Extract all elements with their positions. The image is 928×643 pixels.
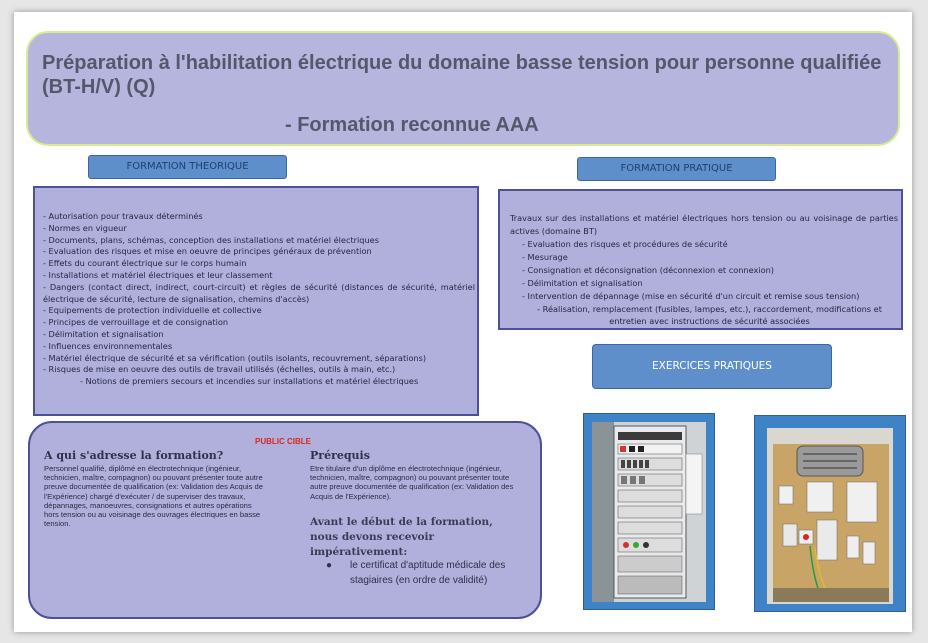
target-audience-panel xyxy=(28,421,542,619)
practice-panel xyxy=(498,189,903,330)
before-training-list xyxy=(326,558,526,588)
list-item: - Dangers (contact direct, indirect, court-circuit) et règles de sécurité (distances de sécurité, matériel électrique de sécurité, lecture de signalisation, chemins d'accès) xyxy=(43,281,475,304)
public-label: PUBLIC CIBLE xyxy=(255,437,311,446)
photo-frame-board xyxy=(754,415,906,612)
list-item: - Normes en vigueur xyxy=(43,222,127,233)
electrical-board-image xyxy=(755,416,905,611)
list-item: - Evaluation des risques et mise en oeuvre de principes généraux de prévention xyxy=(43,246,372,257)
list-item: - Notions de premiers secours et incendies sur installations et matériel électriques xyxy=(80,376,419,387)
list-item: - Délimitation et signalisation xyxy=(522,277,643,288)
list-item: - Evaluation des risques et procédures de sécurité xyxy=(522,239,728,249)
list-item: - Consignation et déconsignation (déconnexion et connexion) xyxy=(522,264,774,275)
list-item xyxy=(326,558,526,588)
page-subtitle: - Formation reconnue AAA xyxy=(285,114,539,136)
theory-list xyxy=(43,211,475,388)
prereq-title: Prérequis xyxy=(310,449,370,462)
list-item: - Installations et matériel électriques et leur classement xyxy=(43,269,273,280)
exercises-header: EXERCICES PRATIQUES xyxy=(592,344,832,389)
list-item: - Matériel électrique de sécurité et sa vérification (outils isolants, recouvrement, séparations) xyxy=(43,352,427,363)
list-item: - Risques de mise en oeuvre des outils de travail utilisés (échelles, outils à main, etc.) xyxy=(43,364,396,375)
list-item: - Réalisation, remplacement (fusibles, lampes, etc.), raccordement, modifications et entretien avec instructions de sécurité associées xyxy=(537,303,882,327)
list-item: - Principes de verrouillage et de consignation xyxy=(43,317,229,328)
list-item: - Equipements de protection individuelle et collective xyxy=(43,305,262,316)
theory-header: FORMATION THEORIQUE xyxy=(88,155,287,179)
title-banner xyxy=(26,31,900,146)
before-training-title: Avant le début de la formation, nous devons recevoir impérativement: xyxy=(310,516,493,558)
practice-header: FORMATION PRATIQUE xyxy=(577,157,776,181)
prereq-text: Etre titulaire d'un diplôme en électrotechnique (ingénieur, technicien, maître, compagnon) ou pouvant présenter toute autre preuve documentée de qualification (ex: Validation des Acquis de l'Expérience). xyxy=(310,464,514,501)
list-item: - Mesurage xyxy=(522,251,568,262)
electrical-cabinet-image xyxy=(584,414,714,609)
practice-intro: Travaux sur des installations et matériel électriques hors tension ou au voisinage de parties actives (domaine BT) xyxy=(510,213,898,236)
bullet-icon: ● xyxy=(326,560,333,571)
photo-frame-cabinet xyxy=(583,413,715,610)
audience-title: A qui s'adresse la formation? xyxy=(44,449,224,462)
audience-text: Personnel qualifié, diplômé en électrotechnique (ingénieur, technicien, maître, compagnon) ou pouvant présenter toute autre preuve documentée de qualification (ex: Validation des Acquis de l'Expérience) chargé d'exécuter / de superviser des travaux, dépannages, manoeuvres, consignations et autres opérations hors tension ou au voisinage des ouvrages électriques en basse tension. xyxy=(44,464,263,529)
page-title: Préparation à l'habilitation électrique du domaine basse tension pour personne qualifiée (BT-H/V) (Q) xyxy=(42,52,882,98)
list-item: - Autorisation pour travaux déterminés xyxy=(43,211,203,221)
theory-panel xyxy=(33,186,479,416)
list-item: - Effets du courant électrique sur le corps humain xyxy=(43,258,247,269)
list-item: - Intervention de dépannage (mise en sécurité d'un circuit et remise sous tension) xyxy=(522,290,860,301)
list-item: - Délimitation et signalisation xyxy=(43,328,164,339)
list-item: - Influences environnementales xyxy=(43,340,173,351)
list-item: - Documents, plans, schémas, conception des installations et matériel électriques xyxy=(43,234,379,245)
list-item-text: le certificat d'aptitude médicale des stagiaires (en ordre de validité) xyxy=(350,560,506,586)
practice-list xyxy=(522,238,897,328)
